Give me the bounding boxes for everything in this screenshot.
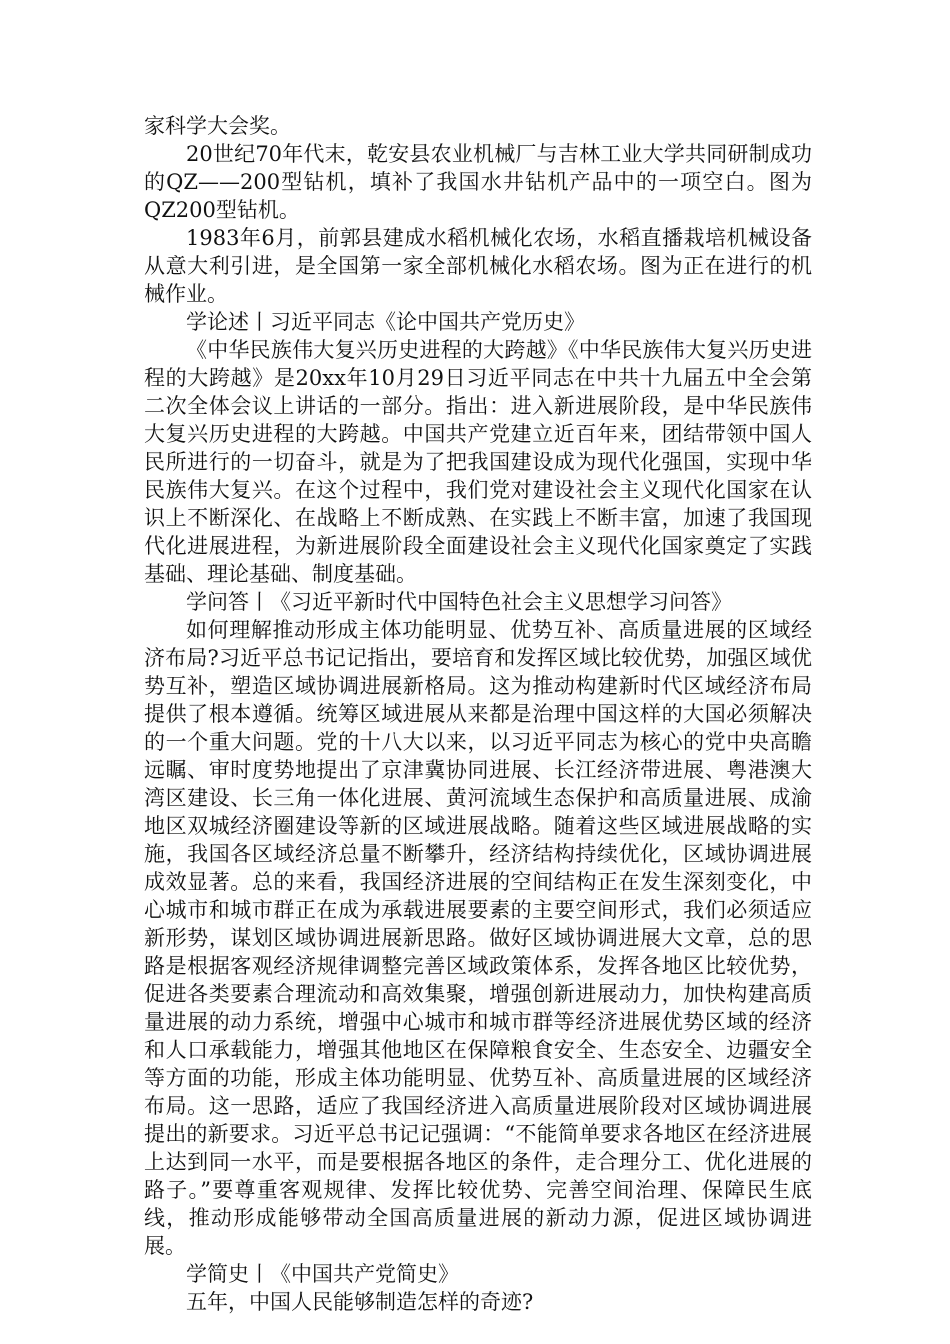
paragraph-rice-farm: 1983年6月，前郭县建成水稻机械化农场，水稻直播栽培机械设备从意大利引进，是全国第一家全部机械化水稻农场。图为正在进行的机械作业。	[144, 226, 812, 306]
section-heading-jianshi: 学简史丨《中国共产党简史》	[186, 1262, 459, 1286]
section-heading-lunshu: 学论述丨习近平同志《论中国共产党历史》	[186, 310, 585, 334]
paragraph-drilling-machine: 20世纪70年代末，乾安县农业机械厂与吉林工业大学共同研制成功的QZ——200型钻机，填补了我国水井钻机产品中的一项空白。图为QZ200型钻机。	[144, 142, 812, 222]
paragraph-regional-economy: 如何理解推动形成主体功能明显、优势互补、高质量进展的区域经济布局?习近平总书记记指出，要培育和发挥区域比较优势，加强区域优势互补，塑造区域协调进展新格局。这为推动构建新时代区域经济布局提供了根本遵循。统筹区域进展从来都是治理中国这样的大国必须解决的一个重大问题。党的十八大以来，以习近平同志为核心的党中央高瞻远瞩、审时度势地提出了京津冀协同进展、长江经济带进展、粤港澳大湾区建设、长三角一体化进展、黄河流域生态保护和高质量进展、成渝地区双城经济圈建设等新的区域进展战略。随着这些区域进展战略的实施，我国各区域经济总量不断攀升，经济结构持续优化，区域协调进展成效显著。总的来看，我国经济进展的空间结构正在发生深刻变化，中心城市和城市群正在成为承载进展要素的主要空间形式，我们必须适应新形势，谋划区域协调进展新思路。做好区域协调进展大文章，总的思路是根据客观经济规律调整完善区域政策体系，发挥各地区比较优势，促进各类要素合理流动和高效集聚，增强创新进展动力，加快构建高质量进展的动力系统，增强中心城市和城市群等经济进展优势区域的经济和人口承载能力，增强其他地区在保障粮食安全、生态安全、边疆安全等方面的功能，形成主体功能明显、优势互补、高质量进展的区域经济布局。这一思路，适应了我国经济进入高质量进展阶段对区域协调进展提出的新要求。习近平总书记记强调：“不能简单要求各地区在经济进展上达到同一水平，而是要根据各地区的条件，走合理分工、优化进展的路子。”要尊重客观规律、发挥比较优势、完善空间治理、保障民生底线，推动形成能够带动全国高质量进展的新动力源，促进区域协调进展。	[144, 618, 812, 1258]
paragraph-five-years: 五年，中国人民能够制造怎样的奇迹?	[186, 1290, 534, 1314]
document-page	[144, 112, 812, 1316]
section-heading-wenda: 学问答丨《习近平新时代中国特色社会主义思想学习问答》	[186, 590, 732, 614]
paragraph-award-continuation: 家科学大会奖。	[144, 114, 291, 138]
paragraph-great-leap: 《中华民族伟大复兴历史进程的大跨越》《中华民族伟大复兴历史进程的大跨越》是20xx年10月29日习近平同志在中共十九届五中全会第二次全体会议上讲话的一部分。指出：进入新进展阶段，是中华民族伟大复兴历史进程的大跨越。中国共产党建立近百年来，团结带领中国人民所进行的一切奋斗，就是为了把我国建设成为现代化强国，实现中华民族伟大复兴。在这个过程中，我们党对建设社会主义现代化国家在认识上不断深化、在战略上不断成熟、在实践上不断丰富，加速了我国现代化进展进程，为新进展阶段全面建设社会主义现代化国家奠定了实践基础、理论基础、制度基础。	[144, 338, 812, 586]
